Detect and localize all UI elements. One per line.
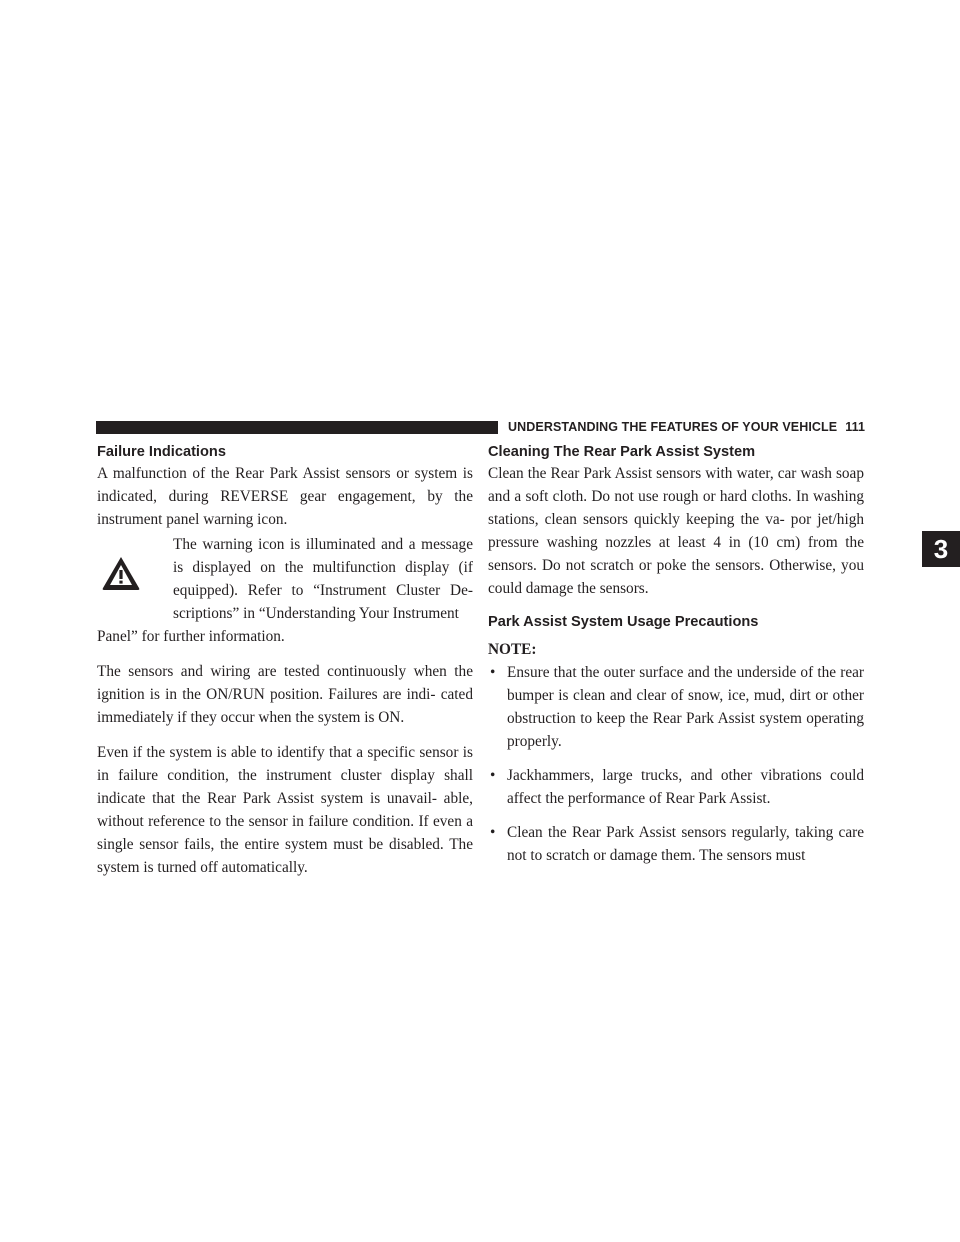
left-column bbox=[97, 442, 473, 879]
list-item bbox=[488, 661, 864, 753]
warning-triangle-icon bbox=[101, 555, 141, 591]
heading-precautions: Park Assist System Usage Precautions bbox=[488, 614, 759, 630]
list-item bbox=[488, 764, 864, 810]
paragraph: Clean the Rear Park Assist sensors with water, car wash soap and a soft cloth. Do not use rough or hard cloths. In washing stations, clean sensors quickly keeping the va- por jet/high pressure washing nozzles at least 4 in (10 cm) from the sensors. Do not scratch or poke the sensors. Otherwise, you could damage the sensors. bbox=[488, 465, 864, 597]
bullet: • bbox=[490, 767, 496, 784]
warning-paragraph-cont: Panel” for further information. bbox=[97, 628, 285, 645]
bullet-list bbox=[488, 661, 864, 867]
chapter-tab: 3 bbox=[922, 531, 960, 567]
warning-paragraph: The warning icon is illuminated and a message is displayed on the multifunction display (if equipped). Refer to “Instrument Cluster De- scriptions” in “Understanding Your Instrument bbox=[173, 536, 473, 622]
paragraph: The sensors and wiring are tested continuously when the ignition is in the ON/RUN position. Failures are indi- cated immediately if they occur when the system is ON. bbox=[97, 663, 473, 726]
heading-failure-indications: Failure Indications bbox=[97, 444, 226, 460]
paragraph: Even if the system is able to identify that a specific sensor is in failure condition, the instrument cluster display shall indicate that the Rear Park Assist system is unavail- able, without reference to the sensor in failure condition. If even a single sensor fails, the entire system must be disabled. The system is turned off automatically. bbox=[97, 744, 473, 876]
list-item-text: Jackhammers, large trucks, and other vibrations could affect the performance of Rear Park Assist. bbox=[507, 767, 864, 807]
paragraph: A malfunction of the Rear Park Assist sensors or system is indicated, during REVERSE gear engagement, by the instrument panel warning icon. bbox=[97, 465, 473, 528]
bullet: • bbox=[490, 664, 496, 681]
running-header bbox=[508, 418, 868, 436]
right-column bbox=[488, 442, 864, 878]
heading-cleaning: Cleaning The Rear Park Assist System bbox=[488, 444, 756, 460]
bullet: • bbox=[490, 824, 496, 841]
note-label: NOTE: bbox=[488, 641, 537, 658]
section-title: UNDERSTANDING THE FEATURES OF YOUR VEHICLE bbox=[508, 420, 838, 434]
header-rule bbox=[96, 421, 498, 434]
warning-block bbox=[97, 533, 473, 648]
page-number: 111 bbox=[845, 420, 865, 434]
list-item-text: Clean the Rear Park Assist sensors regularly, taking care not to scratch or damage them. The sensors must bbox=[507, 824, 864, 864]
list-item-text: Ensure that the outer surface and the underside of the rear bumper is clean and clear of snow, ice, mud, dirt or other obstruction to keep the Rear Park Assist system operating properly. bbox=[507, 664, 864, 750]
list-item bbox=[488, 821, 864, 867]
